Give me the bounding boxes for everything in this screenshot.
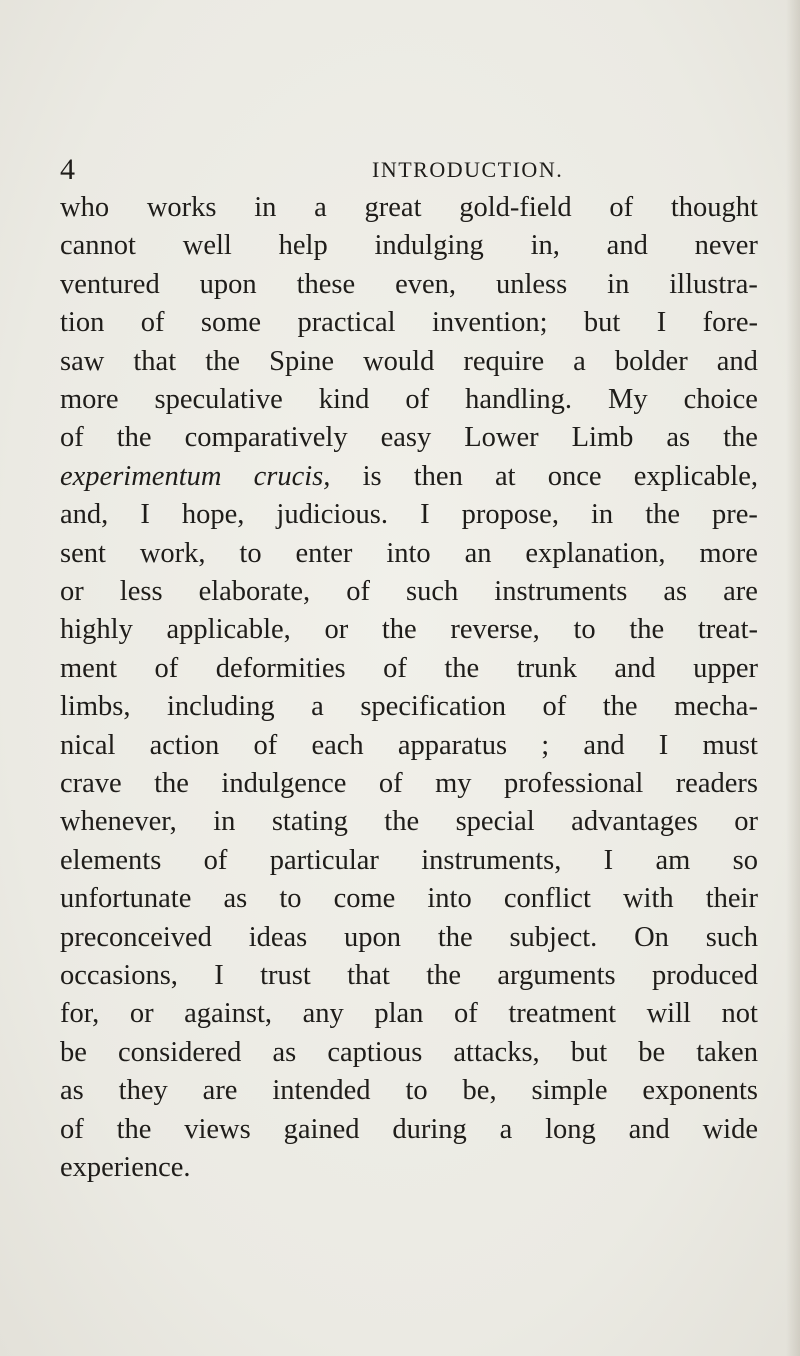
word: tion — [60, 307, 105, 339]
word: such — [406, 576, 459, 607]
word: must — [702, 729, 758, 761]
word: particular — [269, 844, 379, 876]
word: be — [638, 1036, 666, 1068]
word: to — [279, 883, 302, 915]
word: On — [634, 921, 669, 953]
word: arguments — [497, 960, 616, 991]
text-line — [60, 726, 758, 766]
word: in, — [530, 230, 560, 262]
word: enter — [295, 537, 353, 569]
word: long — [545, 1113, 596, 1145]
text-line — [60, 687, 758, 727]
word: an — [464, 537, 492, 569]
word: the — [602, 691, 638, 723]
word: in — [213, 806, 236, 838]
text-line — [60, 994, 758, 1034]
word: to — [239, 537, 262, 569]
word: mecha- — [674, 691, 758, 723]
text-line — [60, 1071, 758, 1111]
word: I — [656, 307, 667, 339]
word: not — [721, 998, 758, 1030]
word: is — [362, 460, 382, 492]
word: so — [732, 844, 758, 876]
page-number: 4 — [60, 153, 75, 186]
word: readers — [675, 768, 758, 799]
word: wide — [702, 1113, 758, 1145]
word: attacks, — [453, 1036, 540, 1068]
word: that — [133, 345, 177, 377]
word: that — [347, 960, 390, 991]
word: the — [384, 806, 420, 838]
word: advantages — [571, 806, 698, 838]
word: Limb — [571, 422, 634, 454]
word: of — [454, 998, 478, 1030]
word: upon — [199, 268, 257, 300]
word: elaborate, — [198, 576, 311, 607]
word: and — [716, 345, 758, 377]
word: as — [60, 1075, 84, 1107]
word: of — [609, 192, 634, 223]
word: be — [60, 1036, 87, 1068]
word: but — [570, 1036, 608, 1068]
word: during — [392, 1113, 467, 1145]
word: practical — [297, 307, 396, 339]
word: whenever, — [60, 806, 177, 838]
word: each — [311, 729, 364, 761]
word: Lower — [464, 422, 539, 454]
word: of — [542, 691, 567, 723]
word: the — [154, 768, 189, 799]
word: considered — [117, 1036, 242, 1068]
word: with — [622, 883, 674, 915]
word: the — [426, 960, 462, 991]
word: then — [413, 460, 463, 492]
word: occasions, — [60, 960, 178, 991]
word: treat- — [697, 614, 758, 646]
word: speculative — [154, 384, 283, 415]
text-line — [60, 1110, 758, 1150]
text-line — [60, 572, 758, 612]
word: the — [116, 1113, 152, 1145]
word: the — [444, 652, 480, 684]
text-line — [60, 534, 758, 574]
word: as — [223, 883, 248, 915]
word: including — [167, 691, 275, 723]
word: the — [381, 614, 417, 646]
word: plan — [374, 998, 424, 1030]
word: or — [60, 576, 84, 607]
word: once — [547, 460, 602, 492]
word: their — [705, 883, 758, 915]
word: would — [363, 345, 435, 377]
word: trust — [260, 960, 311, 991]
word: I — [603, 844, 614, 876]
word: special — [455, 806, 535, 838]
word: of — [154, 652, 179, 684]
word: and — [583, 729, 625, 761]
word: a — [499, 1113, 513, 1145]
word: ment — [60, 652, 117, 684]
word: and — [628, 1113, 670, 1145]
word: experimentum — [60, 460, 222, 492]
word: gold-field — [459, 192, 572, 223]
word: taken — [696, 1036, 758, 1068]
word: will — [646, 998, 691, 1030]
word: less — [119, 576, 163, 607]
word: professional — [503, 768, 644, 799]
word: of — [378, 768, 403, 799]
word: the — [629, 614, 665, 646]
word: elements — [60, 844, 162, 876]
text-line — [60, 649, 758, 689]
word: captious — [327, 1036, 423, 1068]
word: more — [699, 537, 758, 569]
word: well — [182, 230, 232, 262]
word: pre- — [712, 499, 758, 531]
word: and, — [60, 499, 109, 531]
word: even, — [395, 268, 457, 300]
text-line — [60, 802, 758, 842]
word: unfortunate — [60, 883, 192, 915]
word: am — [655, 844, 691, 876]
word: the — [723, 422, 758, 454]
word: in — [254, 192, 277, 223]
text-line — [60, 1148, 191, 1188]
word: Spine — [269, 345, 335, 377]
word: my — [435, 768, 472, 799]
word: exponents — [642, 1075, 758, 1107]
word: I — [420, 499, 430, 531]
text-line — [60, 188, 758, 228]
word: ventured — [60, 268, 160, 300]
word: to — [405, 1075, 428, 1107]
word: fore- — [702, 307, 758, 339]
word: applicable, — [166, 614, 291, 646]
word: of — [346, 576, 370, 607]
word: at — [495, 460, 516, 492]
word: as — [663, 576, 688, 607]
word: any — [302, 998, 344, 1030]
word: preconceived — [60, 921, 212, 953]
word: sent — [60, 537, 106, 569]
word: they — [118, 1075, 168, 1107]
word: treatment — [508, 998, 616, 1030]
word: works — [146, 192, 217, 223]
word: great — [364, 192, 422, 223]
word: against, — [184, 998, 273, 1030]
word: indulgence — [221, 768, 347, 799]
word: crucis, — [253, 460, 331, 492]
word: gained — [283, 1113, 360, 1145]
word: of — [140, 307, 165, 339]
word: instruments, — [421, 844, 562, 876]
word: stating — [271, 806, 348, 838]
word: in — [607, 268, 630, 300]
word: views — [184, 1113, 251, 1145]
word: crave — [60, 768, 122, 799]
word: of — [203, 844, 228, 876]
running-title: INTRODUCTION. — [372, 157, 564, 182]
word: highly — [60, 614, 133, 646]
word: into — [386, 537, 431, 569]
text-line — [60, 841, 758, 881]
text-line — [60, 265, 758, 305]
word: ideas — [248, 921, 308, 953]
word: require — [463, 345, 545, 377]
word: propose, — [461, 499, 559, 531]
word: of — [383, 652, 407, 684]
word: indulging — [374, 230, 484, 262]
word: I — [214, 960, 224, 991]
word: comparatively — [184, 422, 348, 454]
text-line — [60, 879, 758, 919]
text-line — [60, 495, 758, 535]
word: hope, — [181, 499, 245, 531]
text-line — [60, 1033, 758, 1073]
word: ; — [541, 729, 550, 761]
word: be, — [462, 1075, 497, 1107]
word: kind — [318, 384, 370, 415]
word: of — [60, 422, 84, 454]
word: My — [607, 384, 648, 415]
word: the — [205, 345, 241, 377]
text-line — [60, 418, 758, 458]
word: or — [129, 998, 154, 1030]
text-line — [60, 303, 758, 343]
word: deformities — [215, 652, 346, 684]
text-line — [60, 457, 758, 497]
word: but — [583, 307, 621, 339]
text-line — [60, 918, 758, 958]
text-line — [60, 956, 758, 996]
word: the — [116, 422, 152, 454]
word: and — [606, 230, 648, 262]
word: bolder — [614, 345, 688, 377]
word: I — [140, 499, 150, 531]
word: a — [573, 345, 586, 377]
text-line — [60, 610, 758, 650]
word: of — [405, 384, 430, 415]
word: or — [324, 614, 349, 646]
word: work, — [139, 537, 206, 569]
word: as — [666, 422, 691, 454]
word: never — [694, 230, 758, 262]
text-line — [60, 226, 758, 266]
word: come — [333, 883, 396, 915]
word: help — [278, 230, 328, 262]
word: handling. — [465, 384, 572, 415]
word: these — [296, 268, 356, 300]
word: explanation, — [525, 537, 666, 569]
word: upon — [344, 921, 402, 953]
word: for, — [60, 998, 100, 1030]
word: intended — [272, 1075, 371, 1107]
word: such — [705, 921, 758, 953]
text-line — [60, 764, 758, 804]
word: are — [202, 1075, 238, 1107]
page-edge-shadow — [786, 0, 800, 1356]
word: cannot — [60, 230, 136, 262]
word: explicable, — [633, 460, 758, 492]
word: unless — [495, 268, 568, 300]
word: invention; — [431, 307, 548, 339]
word: easy — [380, 422, 432, 454]
word: action — [149, 729, 220, 761]
word: thought — [670, 192, 758, 223]
word: are — [723, 576, 758, 607]
word: upper — [693, 652, 758, 684]
word: apparatus — [397, 729, 508, 761]
text-line — [60, 380, 758, 420]
word: of — [253, 729, 278, 761]
word: illustra- — [669, 268, 758, 300]
word: as — [272, 1036, 297, 1068]
word: of — [60, 1113, 84, 1145]
word: conflict — [503, 883, 591, 915]
word: subject. — [509, 921, 598, 953]
word: limbs, — [60, 691, 131, 723]
word: I — [658, 729, 669, 761]
word: specification — [360, 691, 506, 723]
word: who — [60, 192, 110, 223]
text-line — [60, 342, 758, 382]
word: choice — [683, 384, 758, 415]
word: into — [427, 883, 472, 915]
word: to — [573, 614, 596, 646]
word: some — [200, 307, 262, 339]
word: saw — [60, 345, 105, 377]
word: the — [645, 499, 681, 531]
word: produced — [651, 960, 758, 991]
word: reverse, — [450, 614, 540, 646]
word: and — [614, 652, 656, 684]
word: nical — [60, 729, 116, 761]
word: judicious. — [276, 499, 389, 531]
word: trunk — [516, 652, 577, 684]
word: a — [314, 192, 327, 223]
word: the — [437, 921, 473, 953]
word: simple — [531, 1075, 608, 1107]
word: experience. — [60, 1152, 191, 1183]
word: a — [311, 691, 324, 723]
word: or — [734, 806, 758, 838]
word: instruments — [494, 576, 628, 607]
running-head — [60, 150, 760, 190]
word: in — [590, 499, 614, 531]
word: more — [60, 384, 119, 415]
